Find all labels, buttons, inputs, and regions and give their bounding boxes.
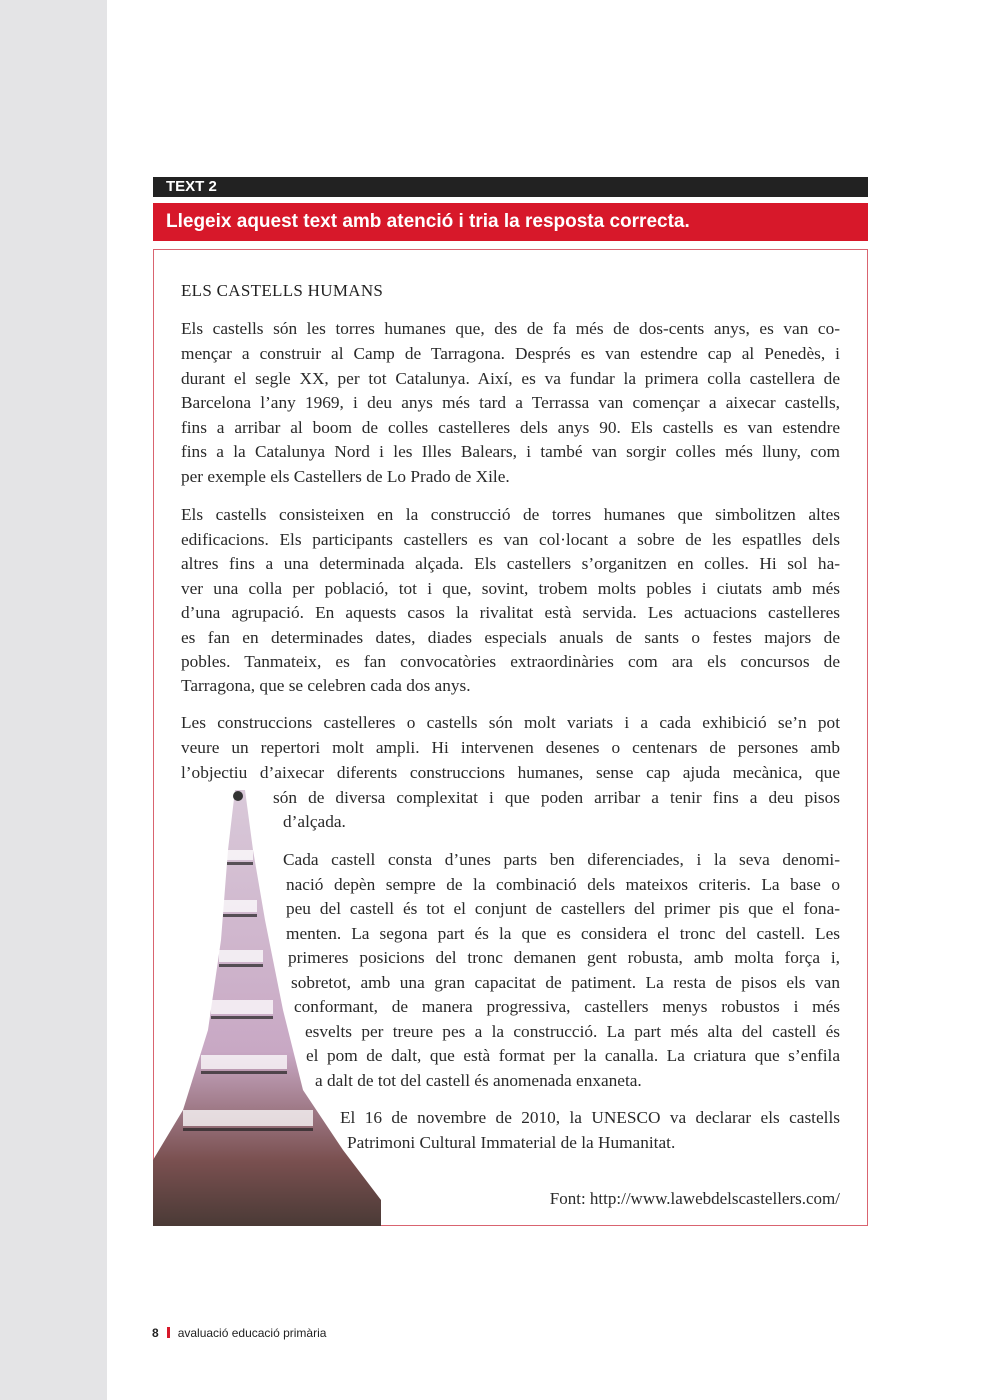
paragraph-4-line: Cada castell consta d’unes parts ben diferenciades, i la seva denomi- [283, 850, 840, 869]
paragraph-1-line: mençar a construir al Camp de Tarragona. Després es van estendre cap al Penedès, i [181, 344, 840, 363]
left-gutter [0, 0, 107, 1400]
publication-name: avaluació educació primària [177, 1326, 327, 1340]
paragraph-4-line: sobretot, amb una gran capacitat de patiment. La resta de pisos els van [291, 973, 840, 992]
paragraph-1-line: per exemple els Castellers de Lo Prado de Xile. [181, 467, 510, 486]
paragraph-3-line: d’alçada. [283, 812, 346, 831]
article-title: ELS CASTELLS HUMANS [181, 281, 384, 300]
paragraph-3-line: Les construccions castelleres o castells són molt variats i a cada exhibició se’n pot [181, 713, 840, 732]
paragraph-4-line: menten. La segona part és la que es considera el tronc del castell. Les [286, 924, 840, 943]
footer-divider [167, 1327, 170, 1338]
paragraph-5-line: El 16 de novembre de 2010, la UNESCO va declarar els castells [340, 1108, 840, 1127]
paragraph-4-line: peu del castell és tot el conjunt de castellers del primer pis que el fona- [286, 899, 840, 918]
paragraph-4-line: primeres posicions del tronc demanen gent robusta, amb molta força i, [288, 948, 840, 967]
paragraph-1-line: Barcelona l’any 1969, i deu anys més tard a Terrassa van començar a aixecar castells, [181, 393, 840, 412]
section-label: TEXT 2 [153, 177, 868, 197]
paragraph-1-line: fins a arribar al boom de colles castelleres dels anys 90. Els castells es van estendre [181, 418, 840, 437]
paragraph-4-line: conformant, de manera progressiva, castellers menys robustos i més [294, 997, 840, 1016]
page-footer [152, 1326, 326, 1340]
paragraph-2-line: ver una colla per població, tot i que, sovint, trobem molts pobles i ciutats amb més [181, 579, 840, 598]
paragraph-5-line: Patrimoni Cultural Immaterial de la Humanitat. [347, 1133, 676, 1152]
paragraph-2-line: Els castells consisteixen en la construcció de torres humanes que simbolitzen altes [181, 505, 840, 524]
paragraph-2-line: altres fins a una determinada alçada. Els castellers s’organitzen en colles. Hi sol ha- [181, 554, 840, 573]
page-number: 8 [152, 1326, 159, 1340]
paragraph-1-line: fins a la Catalunya Nord i les Illes Balears, i també van sorgir colles més lluny, com [181, 442, 840, 461]
paragraph-2-line: Tarragona, que se celebren cada dos anys. [181, 676, 471, 695]
paragraph-2-line: es fan en determinades dates, diades especials anuals de sants o festes majors de [181, 628, 840, 647]
paragraph-3-line: l’objectiu d’aixecar diferents construccions humanes, sense cap ajuda mecànica, que [181, 763, 840, 782]
paragraph-4-line: esvelts per treure pes a la construcció. La part més alta del castell és [305, 1022, 840, 1041]
instruction-banner: Llegeix aquest text amb atenció i tria la resposta correcta. [153, 203, 868, 241]
paragraph-2-line: pobles. Tanmateix, es fan convocatòries extraordinàries com ara els concursos de [181, 652, 840, 671]
paragraph-4-line: el pom de dalt, que està format per la canalla. La criatura que s’enfila [306, 1046, 840, 1065]
paragraph-4-line: a dalt de tot del castell és anomenada enxaneta. [315, 1071, 642, 1090]
paragraph-2-line: d’una agrupació. En aquests casos la rivalitat està servida. Les actuacions castelleres [181, 603, 840, 622]
paragraph-2-line: edificacions. Els participants castellers es van col·locant a sobre de les espatlles dels [181, 530, 840, 549]
source-citation: Font: http://www.lawebdelscastellers.com/ [549, 1189, 840, 1208]
paragraph-4-line: nació depèn sempre de la combinació dels mateixos criteris. La base o [286, 875, 840, 894]
paragraph-1-line: Els castells són les torres humanes que, des de fa més de dos-cents anys, es van co- [181, 319, 840, 338]
paragraph-3-line: veure un repertori molt ampli. Hi intervenen desenes o centenars de persones amb [181, 738, 840, 757]
paragraph-3-line: són de diversa complexitat i que poden arribar a tenir fins a deu pisos [273, 788, 840, 807]
paragraph-1-line: durant el segle XX, per tot Catalunya. Així, es va fundar la primera colla castellera de [181, 369, 840, 388]
